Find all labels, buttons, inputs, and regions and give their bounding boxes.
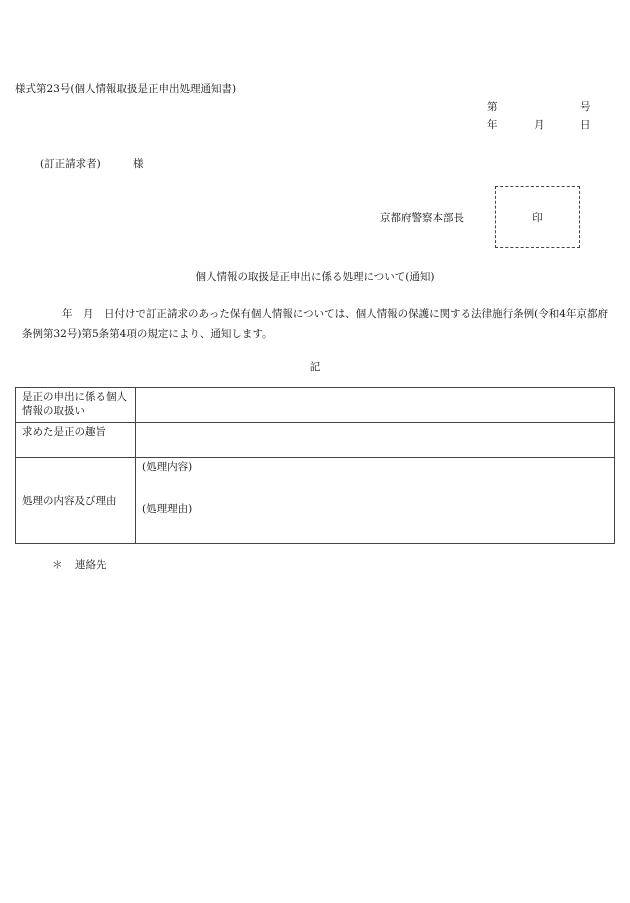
row3-label: 処理の内容及び理由 bbox=[16, 458, 136, 544]
processing-content-label: (処理内容) bbox=[142, 461, 193, 473]
date-year: 年 bbox=[487, 119, 498, 131]
date-month: 月 bbox=[534, 119, 545, 131]
seal-label: 印 bbox=[532, 212, 543, 224]
row1-value[interactable] bbox=[136, 388, 615, 423]
reference-number-suffix: 号 bbox=[580, 101, 591, 113]
addressee-honorific: 様 bbox=[133, 158, 144, 170]
form-title: 様式第23号(個人情報取扱是正申出処理通知書) bbox=[15, 83, 237, 95]
reference-number-prefix: 第 bbox=[487, 101, 498, 113]
row2-label: 求めた是正の趣旨 bbox=[16, 423, 136, 458]
row3-value[interactable] bbox=[136, 458, 615, 544]
table-row bbox=[16, 423, 615, 458]
processing-reason-label: (処理理由) bbox=[142, 503, 193, 515]
row1-label: 是正の申出に係る個人情報の取扱い bbox=[16, 388, 136, 423]
notice-body: 年 月 日付けで訂正請求のあった保有個人情報については、個人情報の保護に関する法律施行条例(令和4年京都府条例第32号)第5条第4項の規定により、通知します。 bbox=[22, 308, 608, 340]
ki-heading: 記 bbox=[309, 361, 321, 373]
seal-box bbox=[495, 186, 580, 248]
table-row bbox=[16, 388, 615, 423]
contact-marker: ＊ bbox=[52, 559, 63, 571]
issuer-name: 京都府警察本部長 bbox=[380, 212, 464, 224]
details-table bbox=[15, 387, 615, 544]
addressee-name: (訂正請求者) bbox=[40, 158, 101, 170]
table-row bbox=[16, 458, 615, 544]
date-day: 日 bbox=[580, 119, 591, 131]
contact-label: 連絡先 bbox=[75, 559, 107, 571]
notice-subject: 個人情報の取扱是正申出に係る処理について(通知) bbox=[195, 271, 435, 283]
row2-value[interactable] bbox=[136, 423, 615, 458]
